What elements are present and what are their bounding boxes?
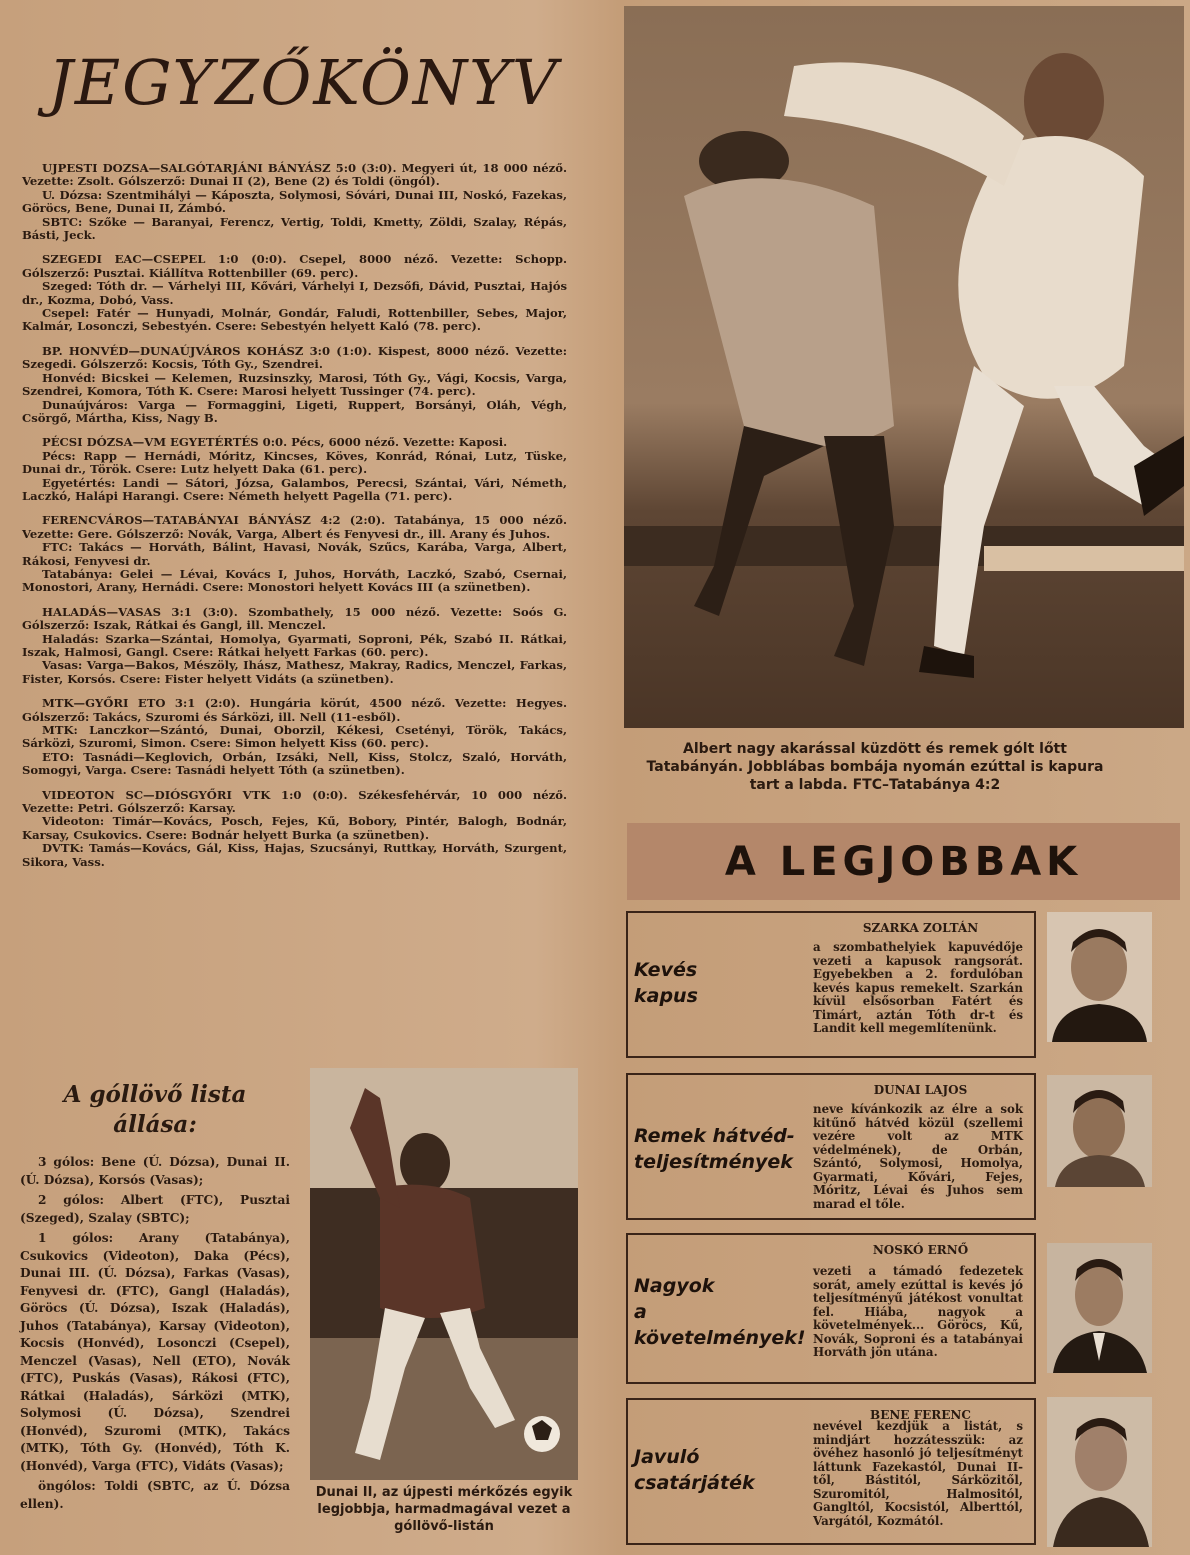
lineup-line: Csepel: Fatér — Hunyadi, Molnár, Gondár, Faludi, Rottenbiller, Sebes, Major, Kalmár, Losonczi, Sebestyén. Csere: Sebestyén helyett Kaló (78. perc). (22, 306, 567, 334)
lineup-line: Haladás: Szarka—Szántai, Homolya, Gyarmati, Soproni, Pék, Szabó II. Rátkai, Iszak, Halmosi, Gangl. Csere: Rátkai helyett Farkas (60. perc). (22, 631, 567, 659)
category-label-line: Kevés (634, 959, 698, 981)
category-label (634, 1273, 806, 1351)
page-title: JEGYZŐKÖNYV (48, 46, 559, 119)
best-player-box (626, 1073, 1036, 1220)
lineup-line: FTC: Takács — Horváth, Bálint, Havasi, Novák, Szűcs, Karába, Varga, Albert, Rákosi, Fenyvesi dr. (22, 540, 567, 568)
match-report-head: MTK—GYŐRI ETO 3:1 (2:0). Hungária körút, 4500 néző. Vezette: Hegyes. Gólszerző: Takács, Szuromi és Sárközi, ill. Nell (11-esből). (22, 696, 567, 724)
top-scorers-title (20, 1080, 290, 1140)
match-report (22, 514, 567, 594)
lineup-line: ETO: Tasnádi—Keglovich, Orbán, Izsáki, Nell, Kiss, Stolcz, Szaló, Horváth, Somogyi, Varga. Csere: Tasnádi helyett Tóth (a szünetben). (22, 749, 567, 778)
scorers-group: 1 gólos: Arany (Tatabánya), Csukovics (Videoton), Daka (Pécs), Dunai III. (Ú. Dózsa), Farkas (Vasas), Fenyvesi dr. (FTC), Gangl (Haladás), Göröcs (Ú. Dózsa), Iszak (Haladás), Juhos (Tatabánya), Karsay (Videoton), Kocsis (Honvéd), Losonczi (Csepel), Menczel (Vasas), Nell (ETO), Novák (FTC), Puskás (Vasas), Rákosi (FTC), Rátkai (Haladás), Sárközi (MTK), Solymosi (Ú. Dózsa), Szendrei (Honvéd), Szuromi (MTK), Takács (MTK), Tóth Gy. (Honvéd), Tóth K. (Honvéd), Varga (FTC), Vidáts (Vasas); (20, 1231, 290, 1473)
player-photo-caption: Dunai II, az újpesti mérkőzés egyik legjobbja, harmadmagával vezet a góllövő-listán (315, 1485, 573, 1534)
category-label-line: csatárjáték (634, 1472, 755, 1494)
lineup-line: Vasas: Varga—Bakos, Mészöly, Ihász, Mathesz, Makray, Radics, Menczel, Farkas, Fister, Korsós. Csere: Fister helyett Vidáts (a szünetben). (22, 658, 567, 686)
portrait-photo (1047, 912, 1152, 1042)
match-report-head: PÉCSI DÓZSA—VM EGYETÉRTÉS 0:0. Pécs, 6000 néző. Vezette: Kaposi. (42, 435, 508, 450)
lineup-line: Videoton: Timár—Kovács, Posch, Fejes, Kű, Bobory, Pintér, Balogh, Bodnár, Karsay, Csukovics. Csere: Bodnár helyett Burka (a szünetben). (22, 814, 567, 842)
scorers-group: 2 gólos: Albert (FTC), Pusztai (Szeged), Szalay (SBTC); (20, 1193, 290, 1225)
match-report (22, 789, 567, 869)
lineup-line: Szeged: Tóth dr. — Várhelyi III, Kővári, Várhelyi I, Dezsőfi, Dávid, Pusztai, Hajós dr., Kozma, Dobó, Vass. (22, 279, 567, 307)
match-report-head: UJPESTI DOZSA—SALGÓTARJÁNI BÁNYÁSZ 5:0 (3:0). Megyeri út, 18 000 néző. Vezette: Zsolt. Gólszerző: Dunai II (2), Bene (2) és Toldi (öngól). (22, 161, 567, 189)
player-name: SZARKA ZOLTÁN (862, 921, 979, 935)
lineup-line: Honvéd: Bicskei — Kelemen, Ruzsinszky, Marosi, Tóth Gy., Vági, Kocsis, Varga, Szendrei, Komora, Tóth K. Csere: Marosi helyett Tussinger (74. perc). (22, 370, 567, 399)
category-label (634, 957, 698, 1009)
category-label (634, 1444, 755, 1496)
scorers-group: 3 gólos: Bene (Ú. Dózsa), Dunai II. (Ú. Dózsa), Korsós (Vasas); (20, 1155, 290, 1187)
category-label-line: Javuló (634, 1446, 700, 1468)
lineup-line: U. Dózsa: Szentmihályi — Káposzta, Solymosi, Sóvári, Dunai III, Noskó, Fazekas, Göröcs, Bene, Dunai II, Zámbó. (22, 187, 567, 216)
category-label-line: követelmények! (634, 1327, 806, 1349)
portrait-photo (1047, 1075, 1152, 1187)
category-label-line: a (634, 1301, 647, 1323)
match-action-photo (624, 6, 1184, 728)
top-scorers-title-line: állása: (113, 1111, 197, 1138)
match-report (22, 345, 567, 425)
category-label (634, 1123, 795, 1175)
portrait-photo (1047, 1397, 1152, 1547)
main-photo-caption: Albert nagy akarással küzdött és remek gólt lőtt Tatabányán. Jobblábas bombája nyomán ezúttal is kapura tart a labda. FTC–Tatabánya 4:2 (646, 741, 1104, 793)
player-name: DUNAI LAJOS (873, 1083, 968, 1097)
match-report-head: SZEGEDI EAC—CSEPEL 1:0 (0:0). Csepel, 8000 néző. Vezette: Schopp. Gólszerző: Pusztai. Kiállítva Rottenbiller (69. perc). (22, 252, 567, 280)
match-report (22, 253, 567, 333)
player-description: nevével kezdjük a listát, s mindjárt hozzátesszük: az övéhez hasonló jó teljesítményt láttunk Fazekastól, Dunai II-től, Bástitól, Sárközitől, Szuromitól, Halmositól, Gangltól, Kocsistól, Alberttól, Vargától, Kozmától. (813, 1419, 1023, 1528)
category-label-line: teljesítmények (634, 1151, 793, 1173)
top-scorers-list (20, 1080, 290, 1516)
best-player-box (626, 1398, 1036, 1545)
match-report-head: HALADÁS—VASAS 3:1 (3:0). Szombathely, 15 000 néző. Vezette: Soós G. Gólszerző: Iszak, Rátkai és Gangl, ill. Menczel. (22, 604, 567, 633)
player-description: a szombathelyiek kapuvédője vezeti a kapusok rangsorát. Egyebekben a 2. fordulóban kevés kapus remekelt. Szarkán kívül elsősorban Fatért és Timárt, aztán Tóth dr-t és Landit kell megemlítenünk. (813, 940, 1023, 1035)
lineup-line: MTK: Lanczkor—Szántó, Dunai, Oborzil, Kékesi, Csetényi, Török, Takács, Sárközi, Szuromi, Simon. Csere: Simon helyett Kiss (60. perc). (22, 723, 567, 751)
best-players-heading: A LEGJOBBAK (724, 838, 1083, 885)
match-report-head: BP. HONVÉD—DUNAÚJVÁROS KOHÁSZ 3:0 (1:0). Kispest, 8000 néző. Vezette: Szegedi. Gólszerző: Kocsis, Tóth Gy., Szendrei. (22, 343, 567, 372)
player-description: vezeti a támadó fedezetek sorát, amely ezúttal is kevés jó teljesítményű játékost vonultat fel. Hiába, nagyok a követelmények... Göröcs, Kű, Novák, Soproni és a tatabányai Horváth jön utána. (813, 1264, 1023, 1359)
category-label-line: Remek hátvéd- (634, 1125, 795, 1147)
match-report (22, 436, 567, 503)
match-reports (22, 162, 567, 880)
match-report-head: VIDEOTON SC—DIÓSGYŐRI VTK 1:0 (0:0). Székesfehérvár, 10 000 néző. Vezette: Petri. Gólszerző: Karsay. (22, 787, 567, 816)
player-description: neve kívánkozik az élre a sok kitűnő hátvéd közül (szellemi vezére volt az MTK védelmének), de Orbán, Szántó, Solymosi, Homolya, Gyarmati, Kővári, Fejes, Móritz, Lévai és Juhos sem marad el tőle. (813, 1102, 1023, 1211)
lineup-line: SBTC: Szőke — Baranyai, Ferencz, Vertig, Toldi, Kmetty, Zöldi, Szalay, Répás, Básti, Jeck. (22, 214, 567, 243)
best-player-box (626, 911, 1036, 1058)
match-report-head: FERENCVÁROS—TATABÁNYAI BÁNYÁSZ 4:2 (2:0). Tatabánya, 15 000 néző. Vezette: Gere. Gólszerző: Novák, Varga, Albert és Fenyvesi dr., ill. Arany és Juhos. (22, 513, 567, 541)
match-report (22, 606, 567, 686)
category-label-line: kapus (634, 985, 698, 1007)
best-players-banner (627, 823, 1180, 900)
match-report (22, 697, 567, 777)
category-label-line: Nagyok (634, 1275, 715, 1297)
lineup-line: DVTK: Tamás—Kovács, Gál, Kiss, Hajas, Szucsányi, Ruttkay, Horváth, Szurgent, Sikora, Vass. (22, 841, 567, 869)
lineup-line: Dunaújváros: Varga — Formaggini, Ligeti, Ruppert, Borsányi, Oláh, Végh, Csörgő, Mártha, Kiss, Nagy B. (22, 397, 567, 425)
lineup-line: Egyetértés: Landi — Sátori, Józsa, Galambos, Perecsi, Szántai, Vári, Németh, Laczkó, Halápi Harangi. Csere: Németh helyett Pagella (71. perc). (22, 475, 567, 503)
match-report (22, 162, 567, 242)
player-photo (310, 1068, 578, 1480)
lineup-line: Pécs: Rapp — Hernádi, Móritz, Kincses, Köves, Konrád, Rónai, Lutz, Tüske, Dunai dr., Török. Csere: Lutz helyett Daka (61. perc). (22, 448, 567, 477)
lineup-line: Tatabánya: Gelei — Lévai, Kovács I, Juhos, Horváth, Laczkó, Szabó, Csernai, Monostori, Arany, Hernádi. Csere: Monostori helyett Kovács III (a szünetben). (22, 566, 567, 595)
best-player-box (626, 1233, 1036, 1384)
player-name: NOSKÓ ERNŐ (872, 1243, 969, 1257)
portrait-photo (1047, 1243, 1152, 1373)
player-name: BENE FERENC (870, 1408, 971, 1422)
scorers-group: öngólos: Toldi (SBTC, az Ú. Dózsa ellen). (20, 1479, 290, 1511)
top-scorers-title-line: A góllövő lista (63, 1081, 247, 1108)
